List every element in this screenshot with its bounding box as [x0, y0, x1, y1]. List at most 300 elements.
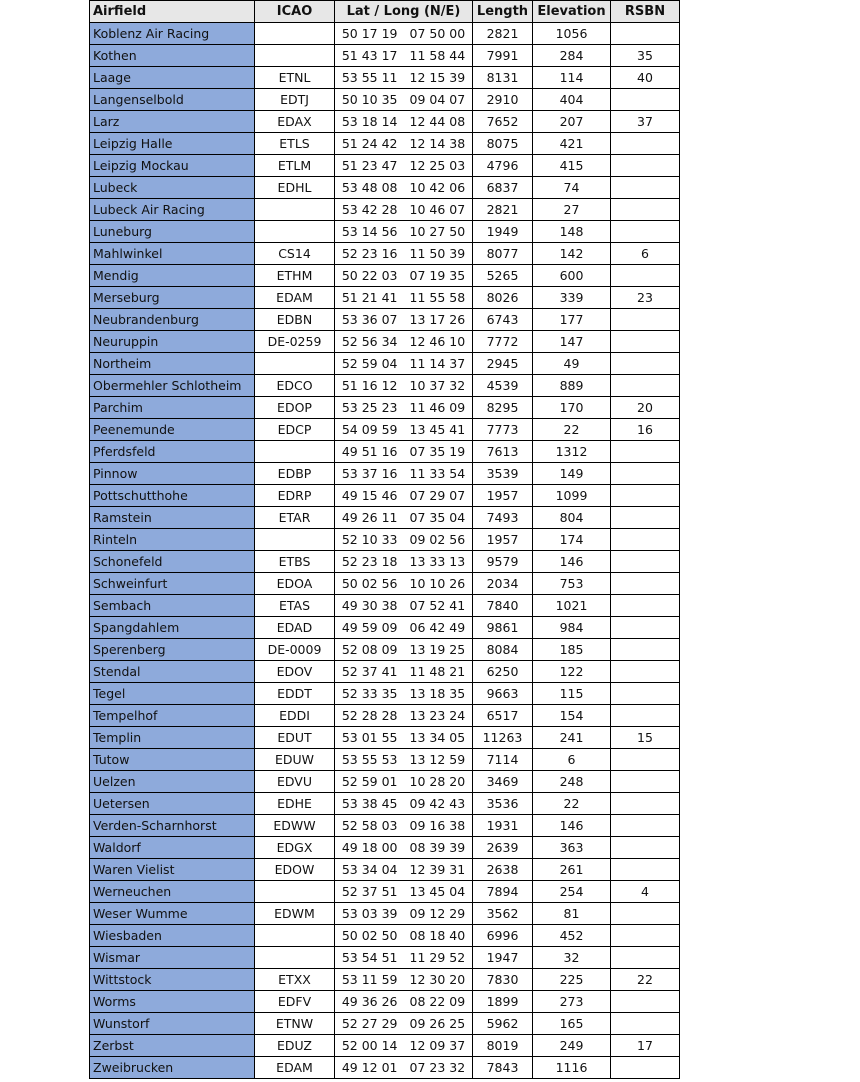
cell-latlong[interactable] [335, 749, 473, 771]
cell-elevation[interactable]: 146 [533, 551, 611, 573]
cell-icao[interactable]: DE-0009 [255, 639, 335, 661]
cell-airfield[interactable]: Kothen [90, 45, 255, 67]
cell-elevation[interactable]: 114 [533, 67, 611, 89]
cell-icao[interactable]: EDVU [255, 771, 335, 793]
cell-airfield[interactable]: Zerbst [90, 1035, 255, 1057]
cell-airfield[interactable]: Sperenberg [90, 639, 255, 661]
cell-elevation[interactable]: 142 [533, 243, 611, 265]
cell-length[interactable]: 8019 [473, 1035, 533, 1057]
cell-icao[interactable]: CS14 [255, 243, 335, 265]
cell-latlong[interactable] [335, 419, 473, 441]
cell-elevation[interactable]: 421 [533, 133, 611, 155]
cell-elevation[interactable]: 339 [533, 287, 611, 309]
cell-rsbn[interactable] [611, 639, 680, 661]
cell-rsbn[interactable] [611, 529, 680, 551]
cell-latlong[interactable] [335, 463, 473, 485]
cell-length[interactable]: 6837 [473, 177, 533, 199]
cell-rsbn[interactable] [611, 375, 680, 397]
cell-elevation[interactable]: 225 [533, 969, 611, 991]
cell-rsbn[interactable] [611, 771, 680, 793]
cell-rsbn[interactable] [611, 133, 680, 155]
cell-latlong[interactable] [335, 331, 473, 353]
cell-latlong[interactable] [335, 903, 473, 925]
cell-airfield[interactable]: Werneuchen [90, 881, 255, 903]
cell-latlong[interactable] [335, 793, 473, 815]
cell-elevation[interactable]: 261 [533, 859, 611, 881]
cell-icao[interactable]: EDCO [255, 375, 335, 397]
cell-latlong[interactable] [335, 221, 473, 243]
cell-elevation[interactable]: 170 [533, 397, 611, 419]
cell-elevation[interactable]: 889 [533, 375, 611, 397]
cell-icao[interactable]: EDOA [255, 573, 335, 595]
cell-icao[interactable]: EDOW [255, 859, 335, 881]
cell-elevation[interactable]: 1021 [533, 595, 611, 617]
cell-airfield[interactable]: Wunstorf [90, 1013, 255, 1035]
cell-length[interactable]: 1957 [473, 485, 533, 507]
cell-rsbn[interactable] [611, 89, 680, 111]
cell-latlong[interactable] [335, 133, 473, 155]
table-row [90, 683, 680, 705]
cell-latlong[interactable] [335, 375, 473, 397]
cell-icao[interactable]: EDDI [255, 705, 335, 727]
cell-elevation[interactable]: 22 [533, 793, 611, 815]
cell-airfield[interactable]: Wiesbaden [90, 925, 255, 947]
cell-rsbn[interactable]: 37 [611, 111, 680, 133]
cell-length[interactable]: 9663 [473, 683, 533, 705]
cell-length[interactable]: 2945 [473, 353, 533, 375]
cell-airfield[interactable]: Peenemunde [90, 419, 255, 441]
cell-rsbn[interactable] [611, 331, 680, 353]
cell-rsbn[interactable]: 16 [611, 419, 680, 441]
cell-latlong[interactable] [335, 353, 473, 375]
cell-elevation[interactable]: 6 [533, 749, 611, 771]
cell-length[interactable]: 8026 [473, 287, 533, 309]
cell-rsbn[interactable] [611, 1057, 680, 1079]
cell-rsbn[interactable] [611, 991, 680, 1013]
cell-length[interactable]: 11263 [473, 727, 533, 749]
cell-airfield[interactable]: Wittstock [90, 969, 255, 991]
cell-icao[interactable]: ETAS [255, 595, 335, 617]
cell-elevation[interactable]: 146 [533, 815, 611, 837]
table-row [90, 353, 680, 375]
cell-airfield[interactable]: Neuruppin [90, 331, 255, 353]
cell-airfield[interactable]: Tempelhof [90, 705, 255, 727]
cell-elevation[interactable]: 1099 [533, 485, 611, 507]
cell-elevation[interactable]: 74 [533, 177, 611, 199]
cell-airfield[interactable]: Luneburg [90, 221, 255, 243]
cell-latlong[interactable] [335, 287, 473, 309]
cell-length[interactable]: 2034 [473, 573, 533, 595]
cell-latitude: 53 11 59 [341, 972, 398, 987]
cell-icao[interactable]: EDWM [255, 903, 335, 925]
cell-rsbn[interactable] [611, 859, 680, 881]
cell-length[interactable]: 2821 [473, 199, 533, 221]
cell-airfield[interactable]: Pottschutthohe [90, 485, 255, 507]
cell-elevation[interactable]: 154 [533, 705, 611, 727]
cell-rsbn[interactable] [611, 815, 680, 837]
cell-rsbn[interactable] [611, 155, 680, 177]
cell-rsbn[interactable] [611, 661, 680, 683]
cell-length[interactable]: 7894 [473, 881, 533, 903]
cell-length[interactable]: 8084 [473, 639, 533, 661]
cell-airfield[interactable]: Tegel [90, 683, 255, 705]
cell-length[interactable]: 5962 [473, 1013, 533, 1035]
cell-icao[interactable] [255, 199, 335, 221]
cell-elevation[interactable]: 122 [533, 661, 611, 683]
cell-icao[interactable] [255, 221, 335, 243]
cell-elevation[interactable]: 147 [533, 331, 611, 353]
cell-elevation[interactable]: 165 [533, 1013, 611, 1035]
cell-icao[interactable] [255, 23, 335, 45]
cell-elevation[interactable]: 49 [533, 353, 611, 375]
cell-airfield[interactable]: Leipzig Halle [90, 133, 255, 155]
cell-rsbn[interactable]: 20 [611, 397, 680, 419]
cell-airfield[interactable]: Schweinfurt [90, 573, 255, 595]
cell-length[interactable]: 7493 [473, 507, 533, 529]
cell-rsbn[interactable] [611, 705, 680, 727]
cell-airfield[interactable]: Pinnow [90, 463, 255, 485]
cell-length[interactable]: 3562 [473, 903, 533, 925]
cell-icao[interactable]: EDUZ [255, 1035, 335, 1057]
cell-elevation[interactable]: 984 [533, 617, 611, 639]
cell-length[interactable]: 9579 [473, 551, 533, 573]
cell-length[interactable]: 4539 [473, 375, 533, 397]
cell-rsbn[interactable] [611, 199, 680, 221]
cell-rsbn[interactable] [611, 177, 680, 199]
cell-icao[interactable] [255, 925, 335, 947]
cell-elevation[interactable]: 207 [533, 111, 611, 133]
cell-icao[interactable] [255, 441, 335, 463]
cell-icao[interactable]: EDWW [255, 815, 335, 837]
header-latlong[interactable]: Lat / Long (N/E) [335, 1, 473, 23]
cell-icao[interactable]: ETXX [255, 969, 335, 991]
table-row [90, 485, 680, 507]
cell-elevation[interactable]: 81 [533, 903, 611, 925]
cell-airfield[interactable]: Tutow [90, 749, 255, 771]
cell-airfield[interactable]: Spangdahlem [90, 617, 255, 639]
cell-length[interactable]: 6250 [473, 661, 533, 683]
cell-rsbn[interactable] [611, 903, 680, 925]
cell-airfield[interactable]: Merseburg [90, 287, 255, 309]
cell-rsbn[interactable] [611, 1013, 680, 1035]
cell-length[interactable]: 7613 [473, 441, 533, 463]
cell-icao[interactable] [255, 881, 335, 903]
cell-length[interactable]: 1949 [473, 221, 533, 243]
cell-length[interactable]: 1957 [473, 529, 533, 551]
cell-rsbn[interactable] [611, 683, 680, 705]
cell-airfield[interactable]: Langenselbold [90, 89, 255, 111]
cell-icao[interactable]: ETBS [255, 551, 335, 573]
cell-length[interactable]: 3539 [473, 463, 533, 485]
cell-latlong[interactable] [335, 199, 473, 221]
cell-latlong[interactable] [335, 1013, 473, 1035]
cell-elevation[interactable]: 185 [533, 639, 611, 661]
cell-length[interactable]: 2639 [473, 837, 533, 859]
cell-icao[interactable]: EDAX [255, 111, 335, 133]
cell-length[interactable]: 3536 [473, 793, 533, 815]
cell-length[interactable]: 4796 [473, 155, 533, 177]
cell-icao[interactable]: EDHE [255, 793, 335, 815]
cell-icao[interactable]: EDRP [255, 485, 335, 507]
cell-airfield[interactable]: Wismar [90, 947, 255, 969]
cell-icao[interactable]: ETAR [255, 507, 335, 529]
cell-airfield[interactable]: Parchim [90, 397, 255, 419]
header-icao[interactable]: ICAO [255, 1, 335, 23]
cell-latlong[interactable] [335, 815, 473, 837]
cell-elevation[interactable]: 415 [533, 155, 611, 177]
cell-latlong[interactable] [335, 859, 473, 881]
cell-latlong[interactable] [335, 925, 473, 947]
cell-length[interactable]: 2821 [473, 23, 533, 45]
cell-length[interactable]: 6743 [473, 309, 533, 331]
cell-airfield[interactable]: Stendal [90, 661, 255, 683]
cell-rsbn[interactable] [611, 551, 680, 573]
cell-latlong[interactable] [335, 881, 473, 903]
cell-airfield[interactable]: Rinteln [90, 529, 255, 551]
cell-airfield[interactable]: Schonefeld [90, 551, 255, 573]
cell-icao[interactable] [255, 353, 335, 375]
cell-latlong[interactable] [335, 837, 473, 859]
cell-icao[interactable] [255, 529, 335, 551]
cell-airfield[interactable]: Weser Wumme [90, 903, 255, 925]
cell-rsbn[interactable] [611, 837, 680, 859]
cell-elevation[interactable]: 174 [533, 529, 611, 551]
cell-latlong[interactable] [335, 507, 473, 529]
cell-airfield[interactable]: Northeim [90, 353, 255, 375]
cell-latlong[interactable] [335, 67, 473, 89]
cell-airfield[interactable]: Leipzig Mockau [90, 155, 255, 177]
cell-airfield[interactable]: Waldorf [90, 837, 255, 859]
cell-airfield[interactable]: Sembach [90, 595, 255, 617]
cell-latlong[interactable] [335, 111, 473, 133]
cell-latlong[interactable] [335, 1035, 473, 1057]
cell-latlong[interactable] [335, 617, 473, 639]
cell-rsbn[interactable] [611, 947, 680, 969]
cell-elevation[interactable]: 753 [533, 573, 611, 595]
cell-latlong[interactable] [335, 397, 473, 419]
cell-length[interactable]: 8075 [473, 133, 533, 155]
cell-rsbn[interactable] [611, 463, 680, 485]
cell-rsbn[interactable] [611, 793, 680, 815]
cell-length[interactable]: 7840 [473, 595, 533, 617]
cell-rsbn[interactable] [611, 595, 680, 617]
cell-airfield[interactable]: Mendig [90, 265, 255, 287]
cell-elevation[interactable]: 1056 [533, 23, 611, 45]
cell-latlong[interactable] [335, 661, 473, 683]
cell-latlong[interactable] [335, 705, 473, 727]
cell-icao[interactable]: ETLM [255, 155, 335, 177]
cell-latlong[interactable] [335, 991, 473, 1013]
cell-icao[interactable]: EDUT [255, 727, 335, 749]
cell-length[interactable]: 7652 [473, 111, 533, 133]
cell-icao[interactable]: EDTJ [255, 89, 335, 111]
cell-latlong[interactable] [335, 89, 473, 111]
cell-rsbn[interactable]: 17 [611, 1035, 680, 1057]
cell-icao[interactable]: ETNW [255, 1013, 335, 1035]
cell-airfield[interactable]: Laage [90, 67, 255, 89]
cell-airfield[interactable]: Verden-Scharnhorst [90, 815, 255, 837]
cell-icao[interactable]: DE-0259 [255, 331, 335, 353]
cell-length[interactable]: 8077 [473, 243, 533, 265]
cell-rsbn[interactable] [611, 617, 680, 639]
cell-latlong[interactable] [335, 595, 473, 617]
cell-length[interactable]: 7830 [473, 969, 533, 991]
cell-latlong[interactable] [335, 45, 473, 67]
cell-length[interactable]: 5265 [473, 265, 533, 287]
cell-rsbn[interactable] [611, 749, 680, 771]
cell-latlong[interactable] [335, 243, 473, 265]
cell-icao[interactable] [255, 45, 335, 67]
cell-length[interactable]: 1947 [473, 947, 533, 969]
cell-rsbn[interactable] [611, 265, 680, 287]
cell-airfield[interactable]: Worms [90, 991, 255, 1013]
cell-length[interactable]: 8131 [473, 67, 533, 89]
cell-icao[interactable]: ETLS [255, 133, 335, 155]
cell-latlong[interactable] [335, 1057, 473, 1079]
cell-latlong[interactable] [335, 309, 473, 331]
cell-elevation[interactable]: 32 [533, 947, 611, 969]
cell-icao[interactable]: EDBN [255, 309, 335, 331]
cell-rsbn[interactable]: 22 [611, 969, 680, 991]
cell-latlong[interactable] [335, 551, 473, 573]
cell-longitude: 13 17 26 [409, 312, 466, 327]
cell-icao[interactable]: ETNL [255, 67, 335, 89]
cell-length[interactable]: 7773 [473, 419, 533, 441]
cell-latlong[interactable] [335, 155, 473, 177]
cell-icao[interactable]: EDUW [255, 749, 335, 771]
cell-latlong[interactable] [335, 573, 473, 595]
cell-rsbn[interactable]: 6 [611, 243, 680, 265]
cell-length[interactable]: 7843 [473, 1057, 533, 1079]
cell-length[interactable]: 8295 [473, 397, 533, 419]
cell-airfield[interactable]: Lubeck Air Racing [90, 199, 255, 221]
cell-icao[interactable]: EDAD [255, 617, 335, 639]
cell-rsbn[interactable] [611, 23, 680, 45]
cell-length[interactable]: 7991 [473, 45, 533, 67]
header-elevation[interactable]: Elevation [533, 1, 611, 23]
cell-airfield[interactable]: Pferdsfeld [90, 441, 255, 463]
cell-length[interactable]: 6996 [473, 925, 533, 947]
cell-length[interactable]: 6517 [473, 705, 533, 727]
cell-elevation[interactable]: 452 [533, 925, 611, 947]
cell-rsbn[interactable] [611, 309, 680, 331]
cell-elevation[interactable]: 22 [533, 419, 611, 441]
cell-elevation[interactable]: 148 [533, 221, 611, 243]
cell-rsbn[interactable]: 4 [611, 881, 680, 903]
cell-elevation[interactable]: 115 [533, 683, 611, 705]
cell-latlong[interactable] [335, 639, 473, 661]
cell-icao[interactable]: ETHM [255, 265, 335, 287]
cell-airfield[interactable]: Uelzen [90, 771, 255, 793]
cell-elevation[interactable]: 241 [533, 727, 611, 749]
cell-length[interactable]: 2638 [473, 859, 533, 881]
cell-length[interactable]: 3469 [473, 771, 533, 793]
cell-length[interactable]: 7772 [473, 331, 533, 353]
header-airfield[interactable]: Airfield [90, 1, 255, 23]
cell-icao[interactable]: EDCP [255, 419, 335, 441]
cell-icao[interactable] [255, 947, 335, 969]
cell-elevation[interactable]: 27 [533, 199, 611, 221]
cell-latlong[interactable] [335, 177, 473, 199]
cell-rsbn[interactable]: 23 [611, 287, 680, 309]
cell-icao[interactable]: EDFV [255, 991, 335, 1013]
cell-rsbn[interactable] [611, 485, 680, 507]
cell-latlong[interactable] [335, 771, 473, 793]
cell-airfield[interactable]: Uetersen [90, 793, 255, 815]
cell-elevation[interactable]: 273 [533, 991, 611, 1013]
cell-icao[interactable]: EDGX [255, 837, 335, 859]
cell-rsbn[interactable] [611, 925, 680, 947]
cell-icao[interactable]: EDAM [255, 1057, 335, 1079]
cell-latlong[interactable] [335, 265, 473, 287]
cell-airfield[interactable]: Obermehler Schlotheim [90, 375, 255, 397]
cell-icao[interactable]: EDBP [255, 463, 335, 485]
cell-icao[interactable]: EDAM [255, 287, 335, 309]
cell-elevation[interactable]: 363 [533, 837, 611, 859]
cell-airfield[interactable]: Mahlwinkel [90, 243, 255, 265]
cell-icao[interactable]: EDHL [255, 177, 335, 199]
cell-rsbn[interactable] [611, 507, 680, 529]
cell-elevation[interactable]: 177 [533, 309, 611, 331]
cell-rsbn[interactable] [611, 441, 680, 463]
cell-rsbn[interactable] [611, 573, 680, 595]
cell-airfield[interactable]: Templin [90, 727, 255, 749]
cell-icao[interactable]: EDOP [255, 397, 335, 419]
cell-elevation[interactable]: 249 [533, 1035, 611, 1057]
header-length[interactable]: Length [473, 1, 533, 23]
cell-elevation[interactable]: 254 [533, 881, 611, 903]
cell-icao[interactable]: EDOV [255, 661, 335, 683]
cell-airfield[interactable]: Ramstein [90, 507, 255, 529]
cell-rsbn[interactable]: 35 [611, 45, 680, 67]
cell-latlong[interactable] [335, 529, 473, 551]
cell-airfield[interactable]: Neubrandenburg [90, 309, 255, 331]
cell-airfield[interactable]: Koblenz Air Racing [90, 23, 255, 45]
cell-latlong[interactable] [335, 23, 473, 45]
cell-elevation[interactable]: 600 [533, 265, 611, 287]
cell-latlong[interactable] [335, 947, 473, 969]
cell-rsbn[interactable] [611, 221, 680, 243]
cell-elevation[interactable]: 804 [533, 507, 611, 529]
cell-airfield[interactable]: Lubeck [90, 177, 255, 199]
cell-airfield[interactable]: Larz [90, 111, 255, 133]
cell-latitude: 51 23 47 [341, 158, 398, 173]
cell-length[interactable]: 2910 [473, 89, 533, 111]
cell-elevation[interactable]: 284 [533, 45, 611, 67]
cell-latlong[interactable] [335, 969, 473, 991]
cell-airfield[interactable]: Zweibrucken [90, 1057, 255, 1079]
cell-length[interactable]: 7114 [473, 749, 533, 771]
header-rsbn[interactable]: RSBN [611, 1, 680, 23]
cell-length[interactable]: 1931 [473, 815, 533, 837]
cell-elevation[interactable]: 149 [533, 463, 611, 485]
cell-elevation[interactable]: 1312 [533, 441, 611, 463]
cell-rsbn[interactable] [611, 353, 680, 375]
cell-latlong[interactable] [335, 485, 473, 507]
cell-elevation[interactable]: 1116 [533, 1057, 611, 1079]
cell-rsbn[interactable]: 40 [611, 67, 680, 89]
cell-length[interactable]: 9861 [473, 617, 533, 639]
cell-elevation[interactable]: 248 [533, 771, 611, 793]
cell-latlong[interactable] [335, 683, 473, 705]
cell-rsbn[interactable]: 15 [611, 727, 680, 749]
cell-latlong[interactable] [335, 727, 473, 749]
cell-length[interactable]: 1899 [473, 991, 533, 1013]
cell-airfield[interactable]: Waren Vielist [90, 859, 255, 881]
cell-icao[interactable]: EDDT [255, 683, 335, 705]
cell-latlong[interactable] [335, 441, 473, 463]
cell-elevation[interactable]: 404 [533, 89, 611, 111]
